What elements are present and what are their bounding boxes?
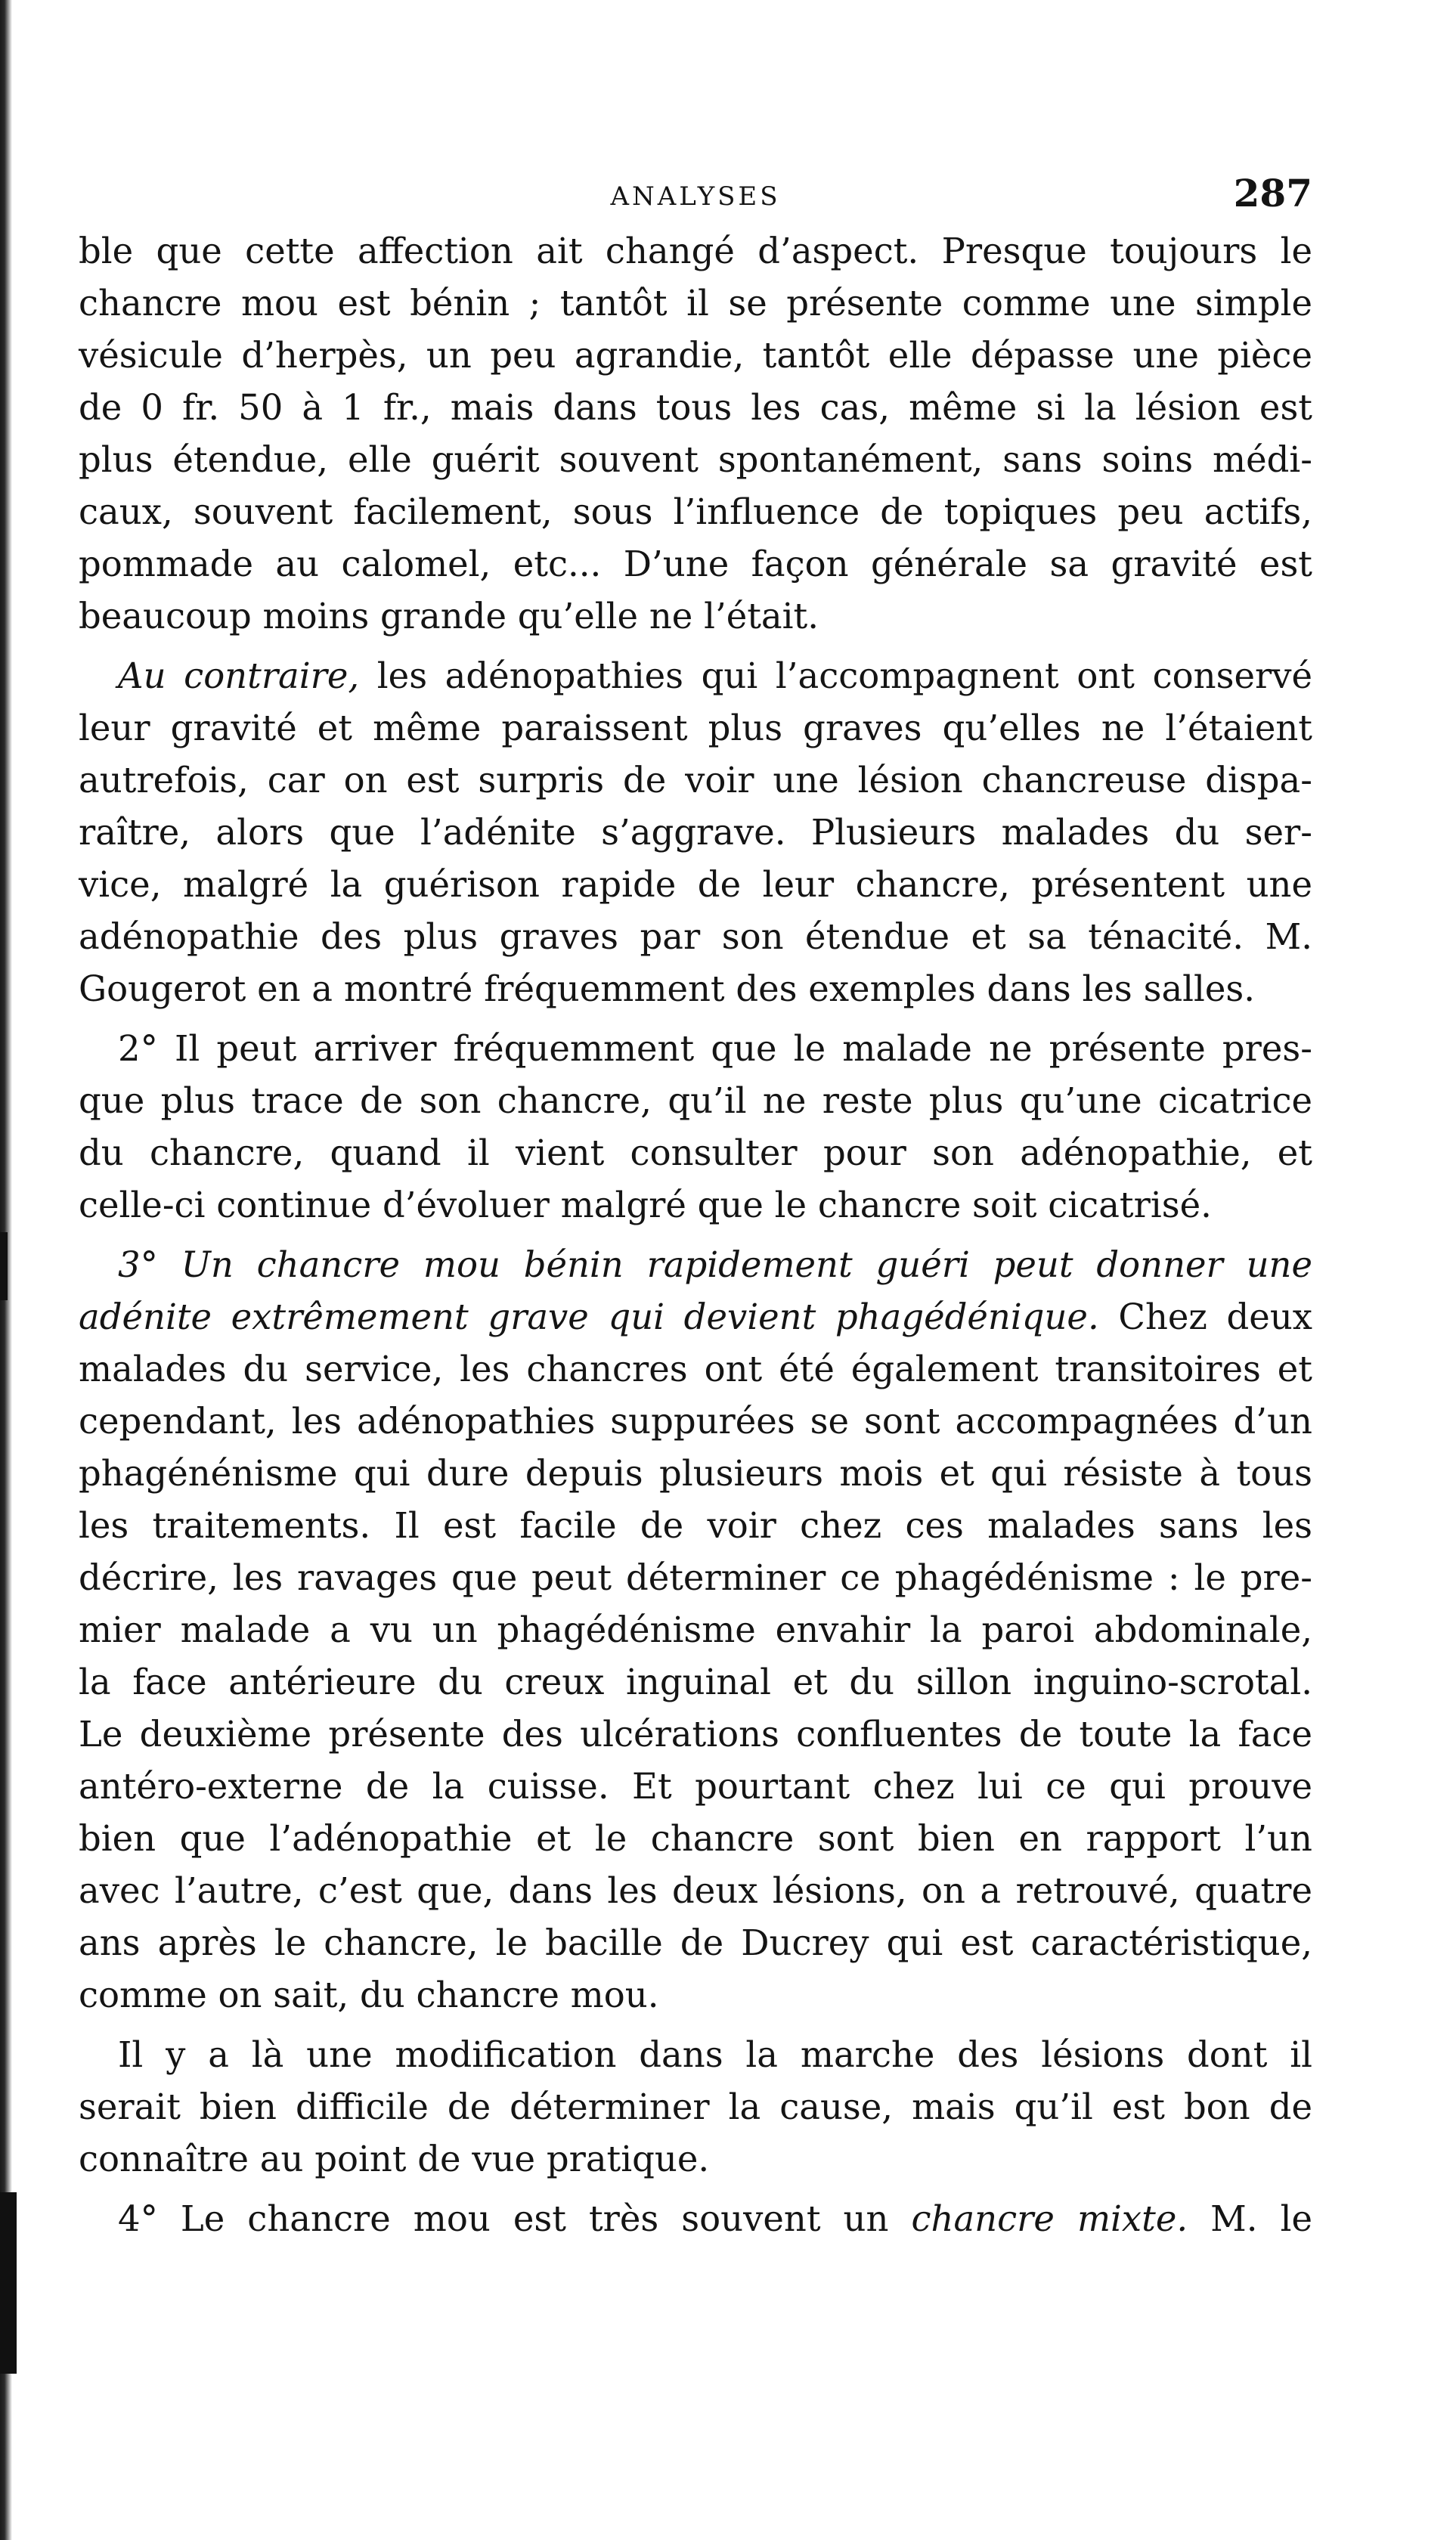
text-line: pommade au calomel, etc... D’une façon générale sa gravité est xyxy=(79,544,1312,584)
paragraph-2 xyxy=(79,650,1312,1015)
paragraph-6 xyxy=(79,2193,1312,2245)
italic-heading: 3° Un chancre mou bénin rapidement guéri peut donner une xyxy=(118,1244,1312,1285)
text-line xyxy=(79,1239,1312,1291)
text-run: 4° Le chancre mou est très souvent un xyxy=(118,2198,912,2239)
text-line: bien que l’adénopathie et le chancre sont bien en rapport l’un xyxy=(79,1818,1312,1859)
paragraph-1 xyxy=(79,225,1312,643)
text-line: décrire, les ravages que peut déterminer ce phagédénisme : le pre- xyxy=(79,1557,1312,1598)
running-title: ANALYSES xyxy=(610,181,781,212)
text-line: leur gravité et même paraissent plus graves qu’elles ne l’étaient xyxy=(79,708,1312,748)
text-line: mier malade a vu un phagédénisme envahir la paroi abdominale, xyxy=(79,1609,1312,1650)
text-line: serait bien difficile de déterminer la cause, mais qu’il est bon de xyxy=(79,2086,1312,2127)
text-line: comme on sait, du chancre mou. xyxy=(79,1975,659,2015)
text-line: vice, malgré la guérison rapide de leur chancre, présentent une xyxy=(79,864,1312,905)
paragraph-3 xyxy=(79,1023,1312,1231)
text-line: cependant, les adénopathies suppurées se sont accompagnées d’un xyxy=(79,1401,1312,1442)
scan-edge-mark xyxy=(0,2192,17,2374)
text-line: 2° Il peut arriver fréquemment que le malade ne présente pres- xyxy=(118,1028,1312,1069)
text-line: ble que cette affection ait changé d’aspect. Presque toujours le xyxy=(79,231,1312,271)
text-line: Il y a là une modification dans la marche des lésions dont il xyxy=(118,2034,1312,2075)
text-line: antéro-externe de la cuisse. Et pourtant chez lui ce qui prouve xyxy=(79,1766,1312,1807)
text-line: chancre mou est bénin ; tantôt il se présente comme une simple xyxy=(79,283,1312,324)
book-page xyxy=(79,165,1312,2253)
text-run: les adénopathies qui l’accompagnent ont conservé xyxy=(359,655,1312,696)
text-line: Gougerot en a montré fréquemment des exemples dans les salles. xyxy=(79,968,1256,1009)
text-run: M. le xyxy=(1188,2198,1312,2239)
text-line: Le deuxième présente des ulcérations confluentes de toute la face xyxy=(79,1714,1312,1755)
text-line: raître, alors que l’adénite s’aggrave. Plusieurs malades du ser- xyxy=(79,812,1312,853)
text-line: phagénénisme qui dure depuis plusieurs mois et qui résiste à tous xyxy=(79,1453,1312,1494)
text-line: plus étendue, elle guérit souvent spontanément, sans soins médi- xyxy=(79,439,1312,480)
scan-edge-mark xyxy=(0,1232,8,1300)
text-line: autrefois, car on est surpris de voir une lésion chancreuse dispa- xyxy=(79,760,1312,801)
italic-heading: adénite extrêmement grave qui devient phagédénique. xyxy=(79,1296,1099,1337)
text-line: celle-ci continue d’évoluer malgré que le chancre soit cicatrisé. xyxy=(79,1185,1212,1225)
text-run: Chez deux xyxy=(1098,1296,1312,1337)
page-number: 287 xyxy=(1233,171,1312,215)
text-line: de 0 fr. 50 à 1 fr., mais dans tous les cas, même si la lésion est xyxy=(79,387,1312,428)
text-line: connaître au point de vue pratique. xyxy=(79,2139,710,2179)
italic-lead: Au contraire, xyxy=(118,655,360,696)
paragraph-4 xyxy=(79,1239,1312,2021)
text-line: avec l’autre, c’est que, dans les deux lésions, on a retrouvé, quatre xyxy=(79,1870,1312,1911)
text-line: malades du service, les chancres ont été également transitoires et xyxy=(79,1349,1312,1389)
paragraph-5 xyxy=(79,2029,1312,2185)
text-line: adénopathie des plus graves par son étendue et sa ténacité. M. xyxy=(79,916,1312,957)
text-line: vésicule d’herpès, un peu agrandie, tantôt elle dépasse une pièce xyxy=(79,335,1312,376)
running-head xyxy=(79,165,1312,225)
text-line: la face antérieure du creux inguinal et du sillon inguino-scrotal. xyxy=(79,1662,1312,1702)
text-line: beaucoup moins grande qu’elle ne l’était. xyxy=(79,596,819,637)
text-line: du chancre, quand il vient consulter pour son adénopathie, et xyxy=(79,1132,1312,1173)
text-line: ans après le chancre, le bacille de Ducrey qui est caractéristique, xyxy=(79,1922,1312,1963)
text-line xyxy=(79,650,1312,702)
text-line xyxy=(79,1291,1312,1343)
text-line: que plus trace de son chancre, qu’il ne reste plus qu’une cicatrice xyxy=(79,1080,1312,1121)
text-line xyxy=(79,2193,1312,2245)
text-line: les traitements. Il est facile de voir chez ces malades sans les xyxy=(79,1505,1312,1546)
italic-term: chancre mixte. xyxy=(911,2198,1188,2239)
text-line: caux, souvent facilement, sous l’influence de topiques peu actifs, xyxy=(79,491,1312,532)
